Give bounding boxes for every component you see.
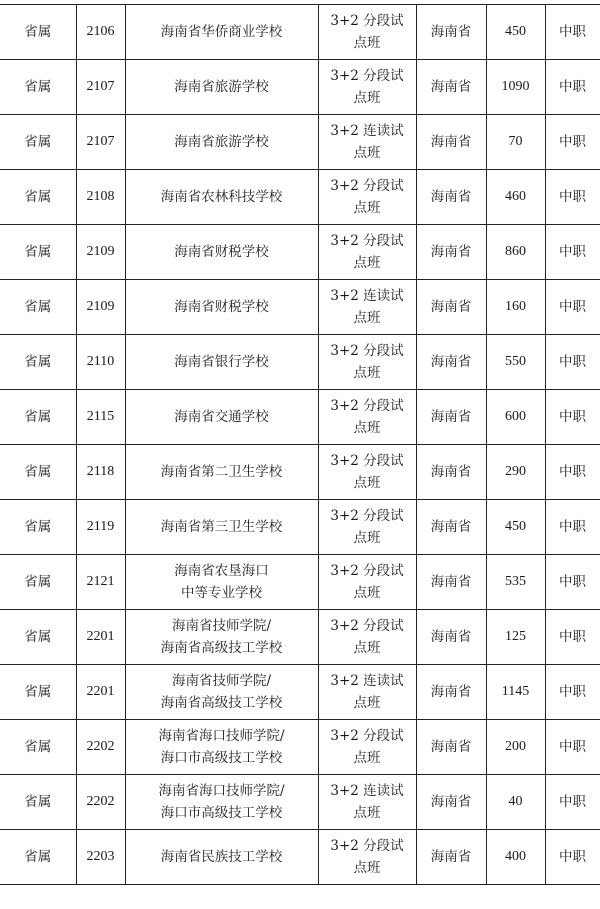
cell-code: 2107 (76, 115, 125, 170)
cell-program-line: 点班 (353, 420, 381, 436)
cell-school (125, 830, 318, 885)
cell-school-line: 海南省农垦海口 (174, 563, 269, 579)
cell-program (318, 335, 416, 390)
cell-program-line: 3+2 分段试 (330, 68, 404, 84)
cell-count: 450 (486, 5, 545, 60)
cell-program-line: 3+2 分段试 (330, 178, 404, 194)
cell-count: 200 (486, 720, 545, 775)
cell-school (125, 115, 318, 170)
cell-code: 2201 (76, 610, 125, 665)
cell-code: 2115 (76, 390, 125, 445)
cell-program-line: 3+2 分段试 (330, 343, 404, 359)
cell-school-line: 海南省技师学院/ (171, 618, 272, 634)
cell-program (318, 225, 416, 280)
cell-region: 海南省 (416, 60, 486, 115)
cell-school-line: 海南省财税学校 (174, 244, 269, 260)
cell-program (318, 60, 416, 115)
cell-region: 海南省 (416, 610, 486, 665)
table-row (0, 500, 600, 555)
cell-count: 1145 (486, 665, 545, 720)
cell-dept: 省属 (0, 665, 76, 720)
cell-program-line: 点班 (353, 585, 381, 601)
cell-school-line: 海南省第三卫生学校 (160, 519, 283, 535)
cell-program-line: 点班 (353, 35, 381, 51)
cell-school-line: 海南省高级技工学校 (160, 695, 283, 711)
cell-school-line: 海口市高级技工学校 (160, 805, 283, 821)
cell-program (318, 555, 416, 610)
cell-school (125, 335, 318, 390)
cell-program-line: 点班 (353, 365, 381, 381)
cell-level: 中职 (545, 115, 600, 170)
cell-dept: 省属 (0, 775, 76, 830)
cell-program (318, 390, 416, 445)
cell-program-line: 点班 (353, 475, 381, 491)
cell-program (318, 170, 416, 225)
table-row (0, 225, 600, 280)
cell-school-line: 海南省农林科技学校 (160, 189, 283, 205)
cell-region: 海南省 (416, 280, 486, 335)
cell-level: 中职 (545, 170, 600, 225)
cell-program-line: 3+2 分段试 (330, 563, 404, 579)
cell-dept: 省属 (0, 555, 76, 610)
cell-school (125, 720, 318, 775)
cell-program-line: 3+2 分段试 (330, 728, 404, 744)
cell-count: 460 (486, 170, 545, 225)
cell-school-line: 海南省海口技师学院/ (158, 728, 285, 744)
table-row (0, 555, 600, 610)
cell-dept: 省属 (0, 830, 76, 885)
cell-level: 中职 (545, 720, 600, 775)
cell-program-line: 点班 (353, 805, 381, 821)
cell-school-line: 中等专业学校 (181, 585, 262, 601)
cell-code: 2203 (76, 830, 125, 885)
cell-school (125, 555, 318, 610)
cell-program-line: 3+2 分段试 (330, 508, 404, 524)
cell-region: 海南省 (416, 555, 486, 610)
enrollment-table (0, 4, 600, 885)
cell-count: 400 (486, 830, 545, 885)
cell-level: 中职 (545, 280, 600, 335)
cell-program-line: 3+2 分段试 (330, 618, 404, 634)
cell-program-line: 点班 (353, 200, 381, 216)
cell-code: 2118 (76, 445, 125, 500)
cell-program-line: 点班 (353, 255, 381, 271)
cell-program-line: 3+2 分段试 (330, 398, 404, 414)
cell-dept: 省属 (0, 390, 76, 445)
cell-program-line: 点班 (353, 860, 381, 876)
cell-level: 中职 (545, 60, 600, 115)
cell-program-line: 3+2 分段试 (330, 453, 404, 469)
cell-region: 海南省 (416, 115, 486, 170)
table-row (0, 170, 600, 225)
cell-region: 海南省 (416, 445, 486, 500)
cell-count: 450 (486, 500, 545, 555)
cell-level: 中职 (545, 390, 600, 445)
table-row (0, 390, 600, 445)
table-row (0, 775, 600, 830)
cell-school (125, 170, 318, 225)
cell-level: 中职 (545, 335, 600, 390)
cell-program-line: 点班 (353, 530, 381, 546)
cell-school-line: 海南省财税学校 (174, 299, 269, 315)
cell-program-line: 3+2 连读试 (330, 123, 404, 139)
cell-count: 1090 (486, 60, 545, 115)
cell-region: 海南省 (416, 775, 486, 830)
cell-school (125, 390, 318, 445)
cell-count: 600 (486, 390, 545, 445)
cell-school-line: 海南省海口技师学院/ (158, 783, 285, 799)
cell-code: 2202 (76, 720, 125, 775)
cell-program-line: 3+2 分段试 (330, 838, 404, 854)
cell-program (318, 830, 416, 885)
cell-level: 中职 (545, 555, 600, 610)
cell-school (125, 445, 318, 500)
cell-school (125, 60, 318, 115)
cell-program-line: 3+2 分段试 (330, 233, 404, 249)
cell-program (318, 610, 416, 665)
cell-code: 2110 (76, 335, 125, 390)
cell-code: 2201 (76, 665, 125, 720)
cell-code: 2107 (76, 60, 125, 115)
cell-level: 中职 (545, 225, 600, 280)
cell-school (125, 225, 318, 280)
cell-dept: 省属 (0, 610, 76, 665)
cell-dept: 省属 (0, 115, 76, 170)
cell-school-line: 海口市高级技工学校 (160, 750, 283, 766)
cell-dept: 省属 (0, 60, 76, 115)
cell-school-line: 海南省民族技工学校 (160, 849, 283, 865)
cell-program-line: 点班 (353, 750, 381, 766)
cell-school (125, 610, 318, 665)
cell-school (125, 500, 318, 555)
table-row (0, 665, 600, 720)
cell-school (125, 665, 318, 720)
cell-level: 中职 (545, 610, 600, 665)
cell-count: 160 (486, 280, 545, 335)
cell-region: 海南省 (416, 225, 486, 280)
cell-program (318, 5, 416, 60)
cell-count: 40 (486, 775, 545, 830)
cell-region: 海南省 (416, 500, 486, 555)
cell-school (125, 280, 318, 335)
cell-school (125, 775, 318, 830)
cell-dept: 省属 (0, 5, 76, 60)
cell-region: 海南省 (416, 390, 486, 445)
cell-code: 2108 (76, 170, 125, 225)
cell-dept: 省属 (0, 720, 76, 775)
cell-level: 中职 (545, 830, 600, 885)
cell-program (318, 445, 416, 500)
table-row (0, 60, 600, 115)
cell-school-line: 海南省旅游学校 (174, 134, 269, 150)
cell-region: 海南省 (416, 5, 486, 60)
cell-program (318, 665, 416, 720)
cell-program-line: 3+2 连读试 (330, 673, 404, 689)
cell-count: 70 (486, 115, 545, 170)
cell-region: 海南省 (416, 830, 486, 885)
cell-code: 2109 (76, 280, 125, 335)
table-row (0, 830, 600, 885)
cell-level: 中职 (545, 5, 600, 60)
cell-school-line: 海南省第二卫生学校 (160, 464, 283, 480)
cell-code: 2202 (76, 775, 125, 830)
cell-program (318, 500, 416, 555)
cell-count: 550 (486, 335, 545, 390)
cell-program-line: 3+2 连读试 (330, 783, 404, 799)
cell-school-line: 海南省高级技工学校 (160, 640, 283, 656)
cell-program-line: 点班 (353, 310, 381, 326)
cell-level: 中职 (545, 445, 600, 500)
cell-school-line: 海南省旅游学校 (174, 79, 269, 95)
table-row (0, 5, 600, 60)
cell-region: 海南省 (416, 335, 486, 390)
cell-program (318, 775, 416, 830)
cell-program-line: 点班 (353, 145, 381, 161)
cell-program-line: 点班 (353, 695, 381, 711)
cell-region: 海南省 (416, 170, 486, 225)
cell-count: 290 (486, 445, 545, 500)
cell-school (125, 5, 318, 60)
cell-school-line: 海南省银行学校 (174, 354, 269, 370)
cell-level: 中职 (545, 775, 600, 830)
cell-program-line: 3+2 连读试 (330, 288, 404, 304)
cell-program-line: 点班 (353, 90, 381, 106)
cell-dept: 省属 (0, 445, 76, 500)
cell-program (318, 115, 416, 170)
cell-count: 535 (486, 555, 545, 610)
cell-program (318, 280, 416, 335)
cell-dept: 省属 (0, 225, 76, 280)
cell-level: 中职 (545, 500, 600, 555)
cell-level: 中职 (545, 665, 600, 720)
table-row (0, 445, 600, 500)
table-row (0, 280, 600, 335)
cell-dept: 省属 (0, 335, 76, 390)
cell-school-line: 海南省交通学校 (174, 409, 269, 425)
cell-dept: 省属 (0, 170, 76, 225)
cell-program (318, 720, 416, 775)
cell-code: 2119 (76, 500, 125, 555)
cell-school-line: 海南省技师学院/ (171, 673, 272, 689)
cell-code: 2121 (76, 555, 125, 610)
cell-region: 海南省 (416, 720, 486, 775)
cell-program-line: 3+2 分段试 (330, 13, 404, 29)
cell-program-line: 点班 (353, 640, 381, 656)
table-row (0, 610, 600, 665)
table-row (0, 115, 600, 170)
table-row (0, 335, 600, 390)
table-row (0, 720, 600, 775)
cell-school-line: 海南省华侨商业学校 (160, 24, 283, 40)
cell-code: 2109 (76, 225, 125, 280)
cell-dept: 省属 (0, 280, 76, 335)
cell-count: 860 (486, 225, 545, 280)
cell-code: 2106 (76, 5, 125, 60)
table-body (0, 5, 600, 885)
cell-dept: 省属 (0, 500, 76, 555)
cell-region: 海南省 (416, 665, 486, 720)
cell-count: 125 (486, 610, 545, 665)
